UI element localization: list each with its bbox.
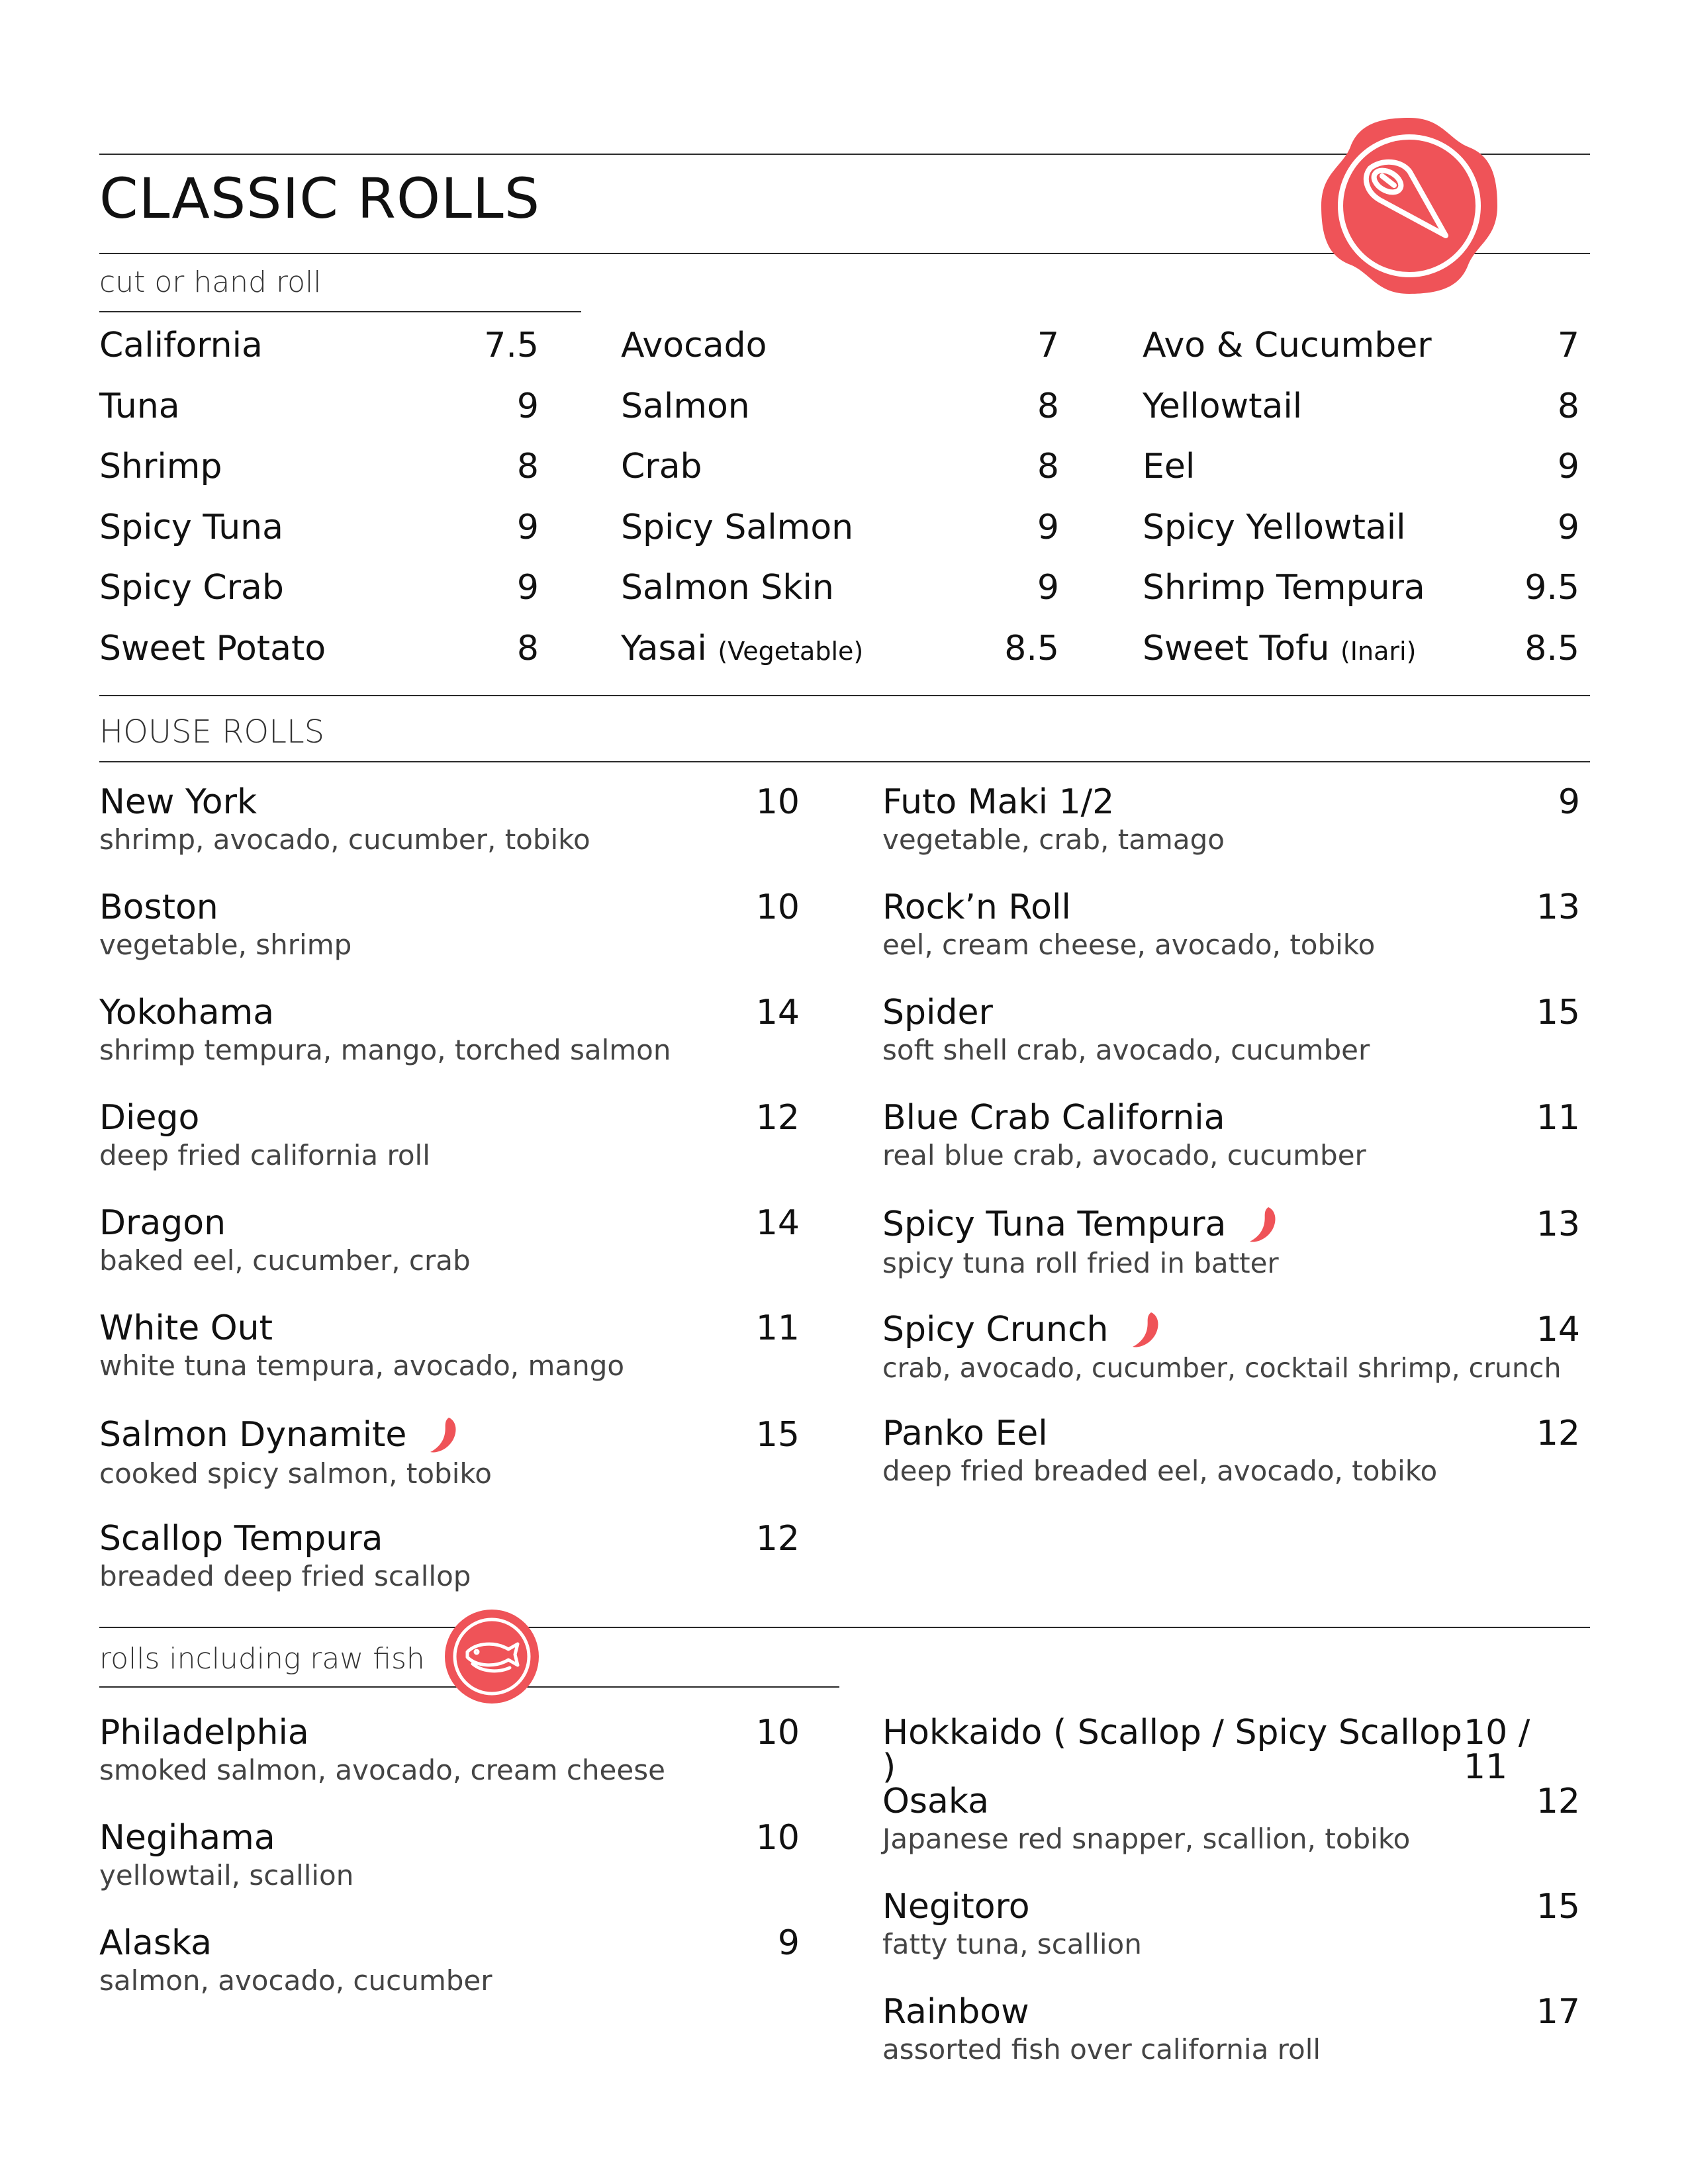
- list-item: Spicy Tuna 9: [99, 508, 539, 547]
- list-item: Yellowtail 8: [1143, 387, 1579, 426]
- menu-item: Blue Crab California 11 real blue crab, avocado, cucumber: [882, 1098, 1580, 1171]
- hand-roll-icon: [1316, 113, 1503, 299]
- fish-icon: [444, 1608, 540, 1705]
- list-item: Sweet Potato 8: [99, 629, 539, 668]
- list-item: Crab 8: [621, 447, 1059, 486]
- menu-item: Futo Maki 1/2 9 vegetable, crab, tamago: [882, 782, 1580, 856]
- menu-item: New York 10 shrimp, avocado, cucumber, tobiko: [99, 782, 800, 856]
- list-item: Eel 9: [1143, 447, 1579, 486]
- chili-pepper-icon: [1248, 1206, 1279, 1243]
- menu-item: Spicy Crunch 14 crab, avocado, cucumber, cocktail shrimp, crunch: [882, 1310, 1580, 1384]
- menu-item: Alaska 9 salmon, avocado, cucumber: [99, 1923, 800, 1997]
- menu-item: Negihama 10 yellowtail, scallion: [99, 1818, 800, 1891]
- list-item: Tuna 9: [99, 387, 539, 426]
- menu-item: Spider 15 soft shell crab, avocado, cucumber: [882, 993, 1580, 1066]
- menu-item: Hokkaido ( Scallop / Spicy Scallop ) 10 / 11: [882, 1713, 1530, 1787]
- list-item: Sweet Tofu (Inari) 8.5: [1143, 629, 1579, 668]
- menu-item: Philadelphia 10 smoked salmon, avocado, cream cheese: [99, 1713, 800, 1786]
- chili-pepper-icon: [1131, 1311, 1162, 1348]
- list-item: Yasai (Vegetable) 8.5: [621, 629, 1059, 668]
- list-item: Salmon Skin 9: [621, 568, 1059, 608]
- menu-item: Negitoro 15 fatty tuna, scallion: [882, 1887, 1580, 1960]
- menu-item: Salmon Dynamite 15 cooked spicy salmon, tobiko: [99, 1415, 800, 1490]
- menu-item: Yokohama 14 shrimp tempura, mango, torched salmon: [99, 993, 800, 1066]
- menu-item: Rock’n Roll 13 eel, cream cheese, avocado, tobiko: [882, 887, 1580, 961]
- house-title-rule: [99, 761, 1590, 762]
- menu-item: Diego 12 deep fried california roll: [99, 1098, 800, 1171]
- list-item: Spicy Salmon 9: [621, 508, 1059, 547]
- list-item: Shrimp Tempura 9.5: [1143, 568, 1579, 608]
- list-item: Spicy Crab 9: [99, 568, 539, 608]
- menu-item: Panko Eel 12 deep fried breaded eel, avocado, tobiko: [882, 1414, 1580, 1487]
- menu-item: Osaka 12 Japanese red snapper, scallion, tobiko: [882, 1782, 1580, 1855]
- classic-rolls-title: CLASSIC ROLLS: [99, 166, 541, 231]
- list-item: Salmon 8: [621, 387, 1059, 426]
- list-item: Avocado 7: [621, 326, 1059, 365]
- menu-item: Scallop Tempura 12 breaded deep fried scallop: [99, 1519, 800, 1592]
- menu-item: Rainbow 17 assorted fish over california roll: [882, 1992, 1580, 2066]
- menu-item: Boston 10 vegetable, shrimp: [99, 887, 800, 961]
- list-item: Shrimp 8: [99, 447, 539, 486]
- list-item: Avo & Cucumber 7: [1143, 326, 1579, 365]
- menu-item: Dragon 14 baked eel, cucumber, crab: [99, 1203, 800, 1277]
- classic-rolls-subtitle: cut or hand roll: [99, 265, 322, 299]
- house-top-rule: [99, 695, 1590, 696]
- menu-item: White Out 11 white tuna tempura, avocado, mango: [99, 1308, 800, 1382]
- list-item: Spicy Yellowtail 9: [1143, 508, 1579, 547]
- list-item: California 7.5: [99, 326, 539, 365]
- house-rolls-title: HOUSE ROLLS: [99, 713, 325, 751]
- menu-item: Spicy Tuna Tempura 13 spicy tuna roll fried in batter: [882, 1205, 1580, 1279]
- chili-pepper-icon: [429, 1416, 459, 1453]
- subtitle-rule: [99, 311, 581, 312]
- raw-top-rule: [99, 1627, 1590, 1628]
- raw-fish-subtitle: rolls including raw fish: [99, 1642, 425, 1676]
